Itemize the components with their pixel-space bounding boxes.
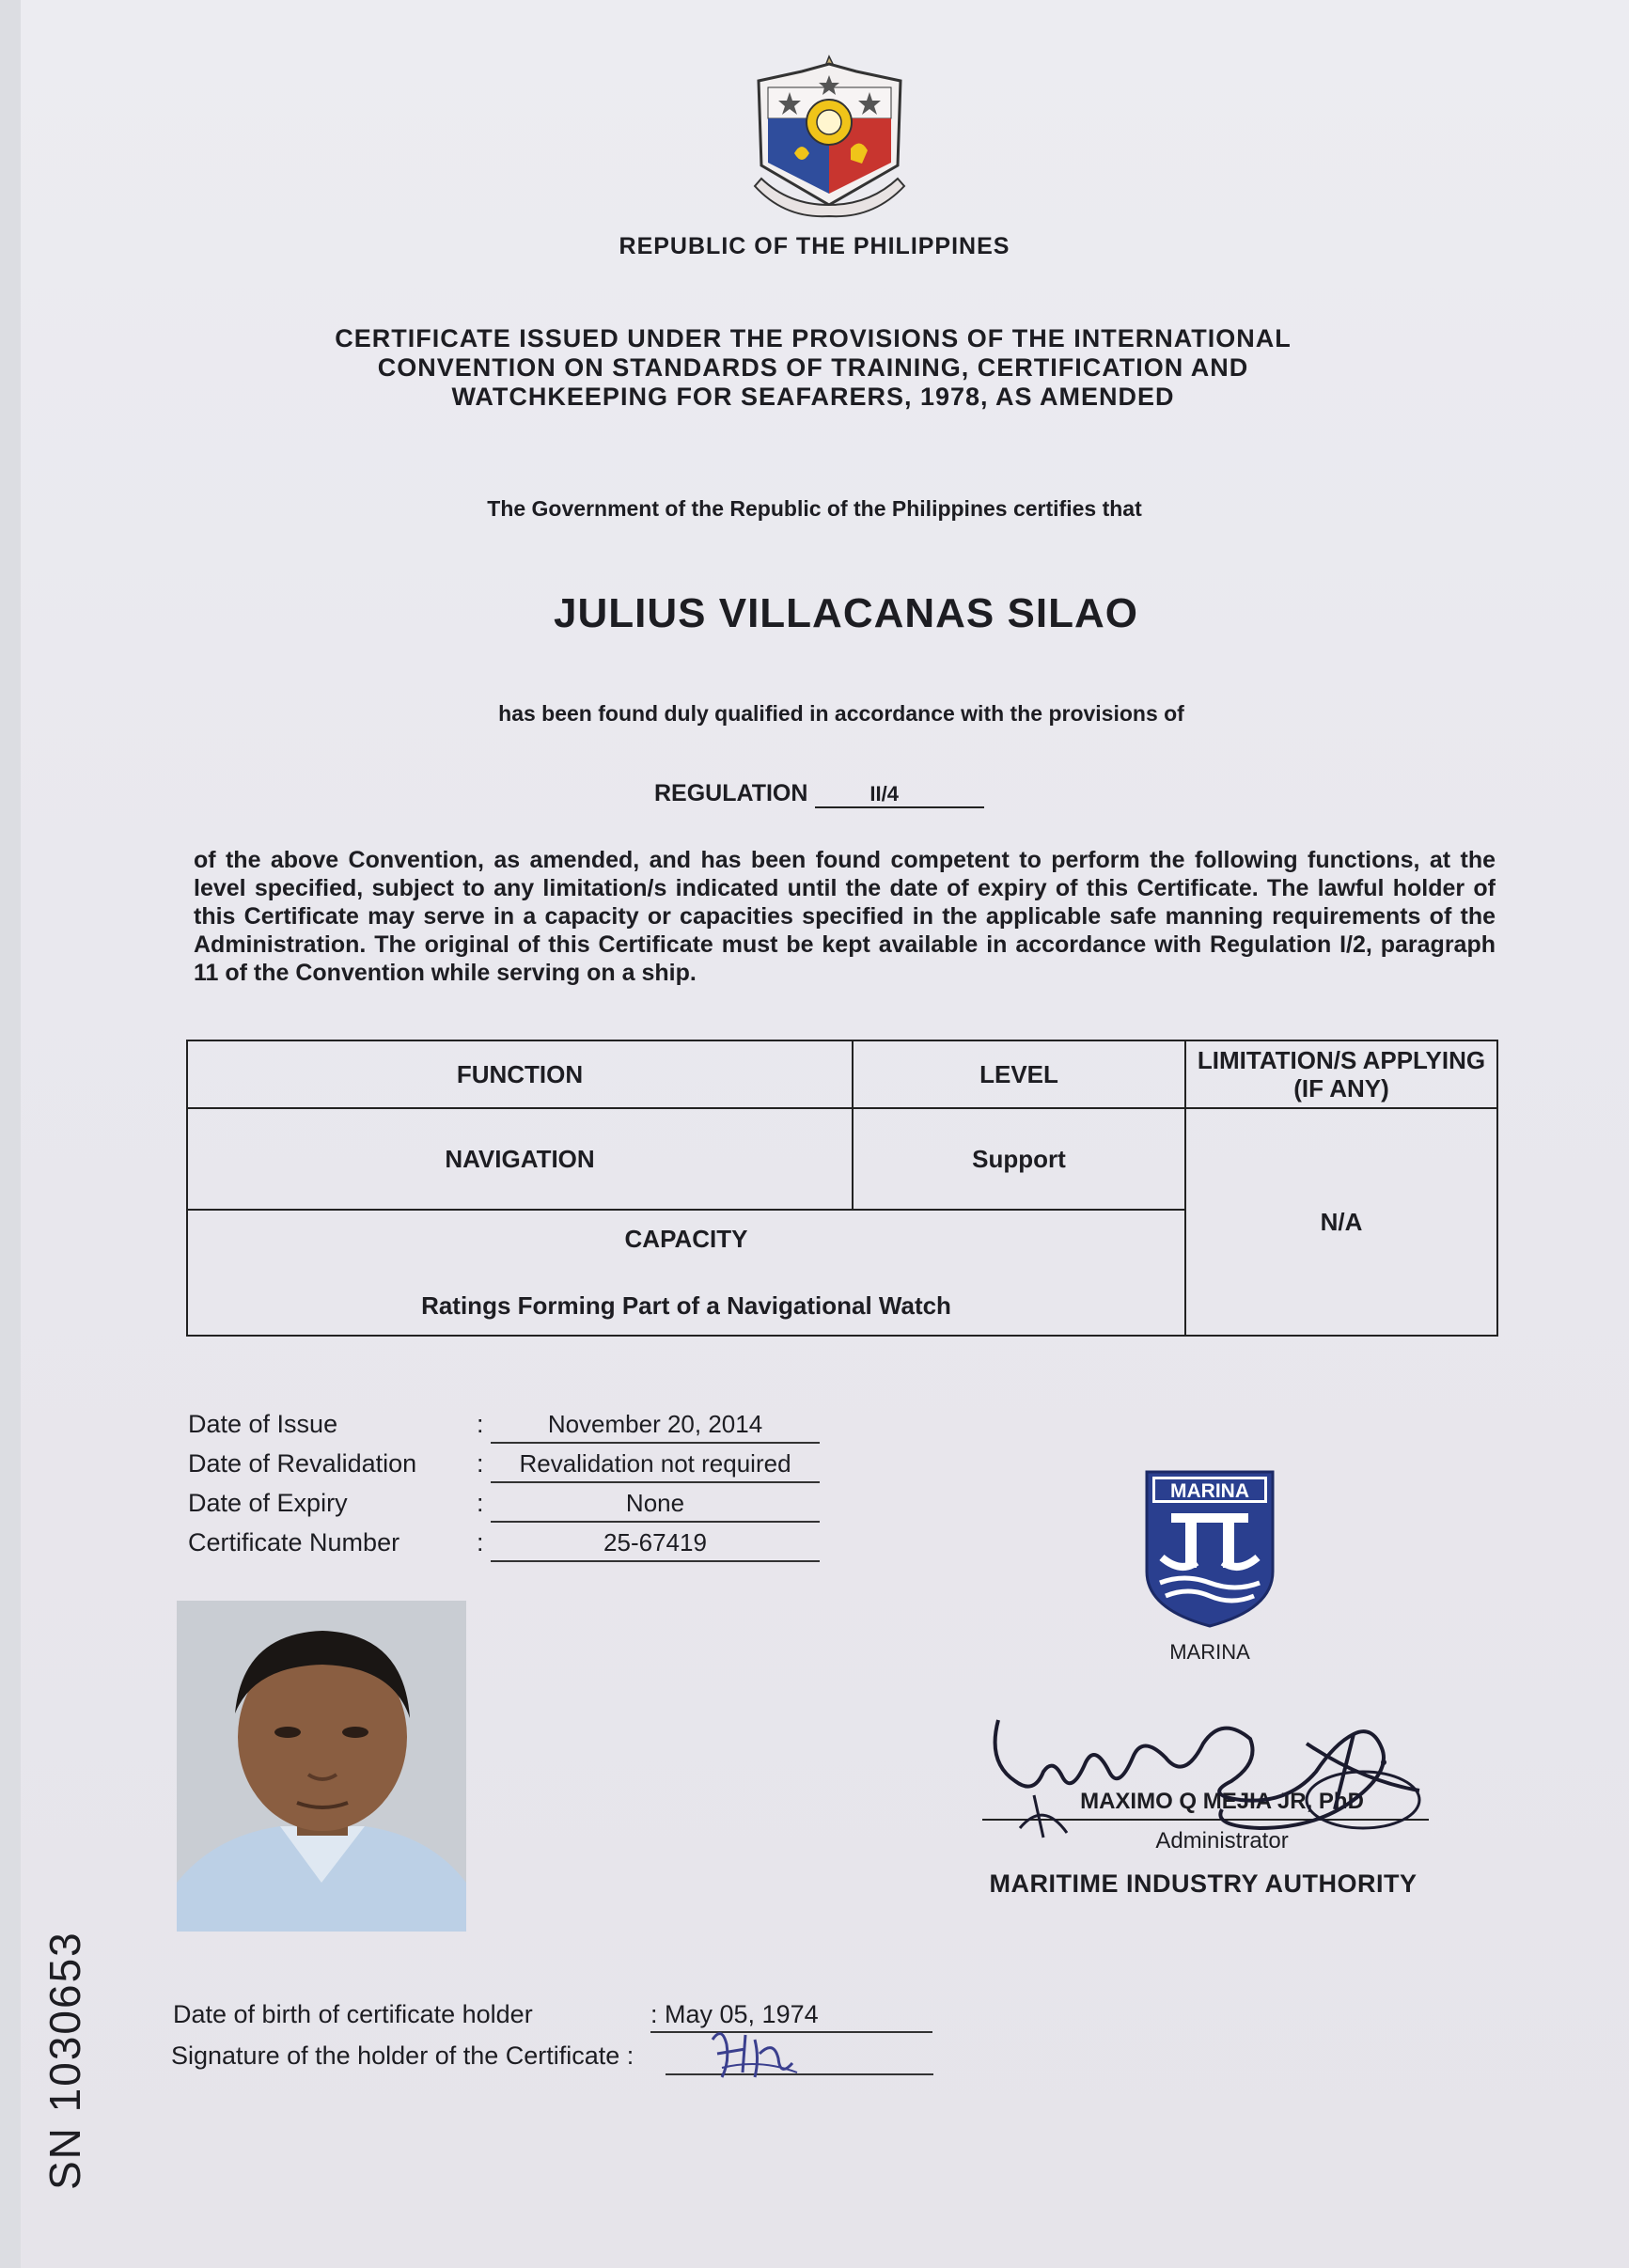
administrator-handwritten-signature-icon [978,1706,1429,1856]
date-of-issue-value: November 20, 2014 [491,1410,820,1444]
marina-logo-icon [1143,1468,1277,1630]
signatory-title: Administrator [1155,1828,1289,1854]
date-of-expiry-value: None [491,1489,820,1523]
regulation-value: II/4 [815,782,984,808]
detail-colon: : [477,1449,484,1478]
certifies-text: The Government of the Republic of the Philippines certifies that [487,496,1142,521]
date-of-birth-label: Date of birth of certificate holder [173,2000,533,2028]
convention-heading [282,324,1344,412]
capacity-value: Ratings Forming Part of a Navigational Watch [421,1291,951,1320]
detail-colon: : [477,1528,484,1556]
limitations-value: N/A [1185,1108,1497,1336]
regulation-label: REGULATION [654,780,808,806]
capacity-cell [187,1210,1185,1336]
certificate-number-value: 25-67419 [491,1528,820,1562]
holder-portrait-photo-icon [177,1601,466,1932]
marina-logo-caption: MARINA [1169,1640,1250,1664]
date-of-revalidation-value: Revalidation not required [491,1449,820,1483]
date-of-expiry-label: Date of Expiry [188,1489,348,1517]
convention-line: CONVENTION ON STANDARDS OF TRAINING, CERTIFICATION AND [377,353,1249,382]
regulation-row [654,780,984,808]
holder-signature-label: Signature of the holder of the Certificate : [171,2041,634,2070]
date-of-birth-value: : May 05, 1974 [650,2000,932,2033]
marina-logo-text: MARINA [1170,1480,1249,1502]
function-header: FUNCTION [187,1040,853,1108]
capacity-label: CAPACITY [624,1225,748,1253]
serial-number: SN 1030653 [40,1931,89,2190]
holder-name: JULIUS VILLACANAS SILAO [554,590,1138,636]
convention-line: CERTIFICATE ISSUED UNDER THE PROVISIONS OF THE INTERNATIONAL [335,324,1292,352]
certificate-number-label: Certificate Number [188,1528,400,1556]
holder-handwritten-signature-icon [703,2021,807,2087]
level-header: LEVEL [853,1040,1185,1108]
provisions-paragraph: of the above Convention, as amended, and has been found competent to perform the following functions, at the level specified, subject to any limitation/s indicated until the date of expiry of this Certificate. The lawful holder of this Certificate may serve in a capacity or capacities specified in the applicable safe manning requirements of the Administration. The original of this Certificate must be kept available in accordance with Regulation I/2, paragraph 11 of the Convention while serving on a ship. [194,847,1496,986]
signatory-name: MAXIMO Q MEJIA JR, PhD [1080,1789,1364,1814]
country-heading: REPUBLIC OF THE PHILIPPINES [619,233,1010,259]
detail-colon: : [477,1410,484,1438]
maritime-authority-name: MARITIME INDUSTRY AUTHORITY [989,1869,1418,1898]
function-value: NAVIGATION [187,1108,853,1210]
date-of-issue-label: Date of Issue [188,1410,338,1438]
date-of-revalidation-label: Date of Revalidation [188,1449,417,1478]
level-value: Support [853,1108,1185,1210]
limitations-header: LIMITATION/S APPLYING (IF ANY) [1185,1040,1497,1108]
detail-colon: : [477,1489,484,1517]
functions-table [186,1040,1498,1337]
convention-line: WATCHKEEPING FOR SEAFARERS, 1978, AS AMENDED [451,383,1175,411]
philippine-coat-of-arms-seal-icon [747,55,912,224]
qualified-text: has been found duly qualified in accordance with the provisions of [498,701,1184,726]
